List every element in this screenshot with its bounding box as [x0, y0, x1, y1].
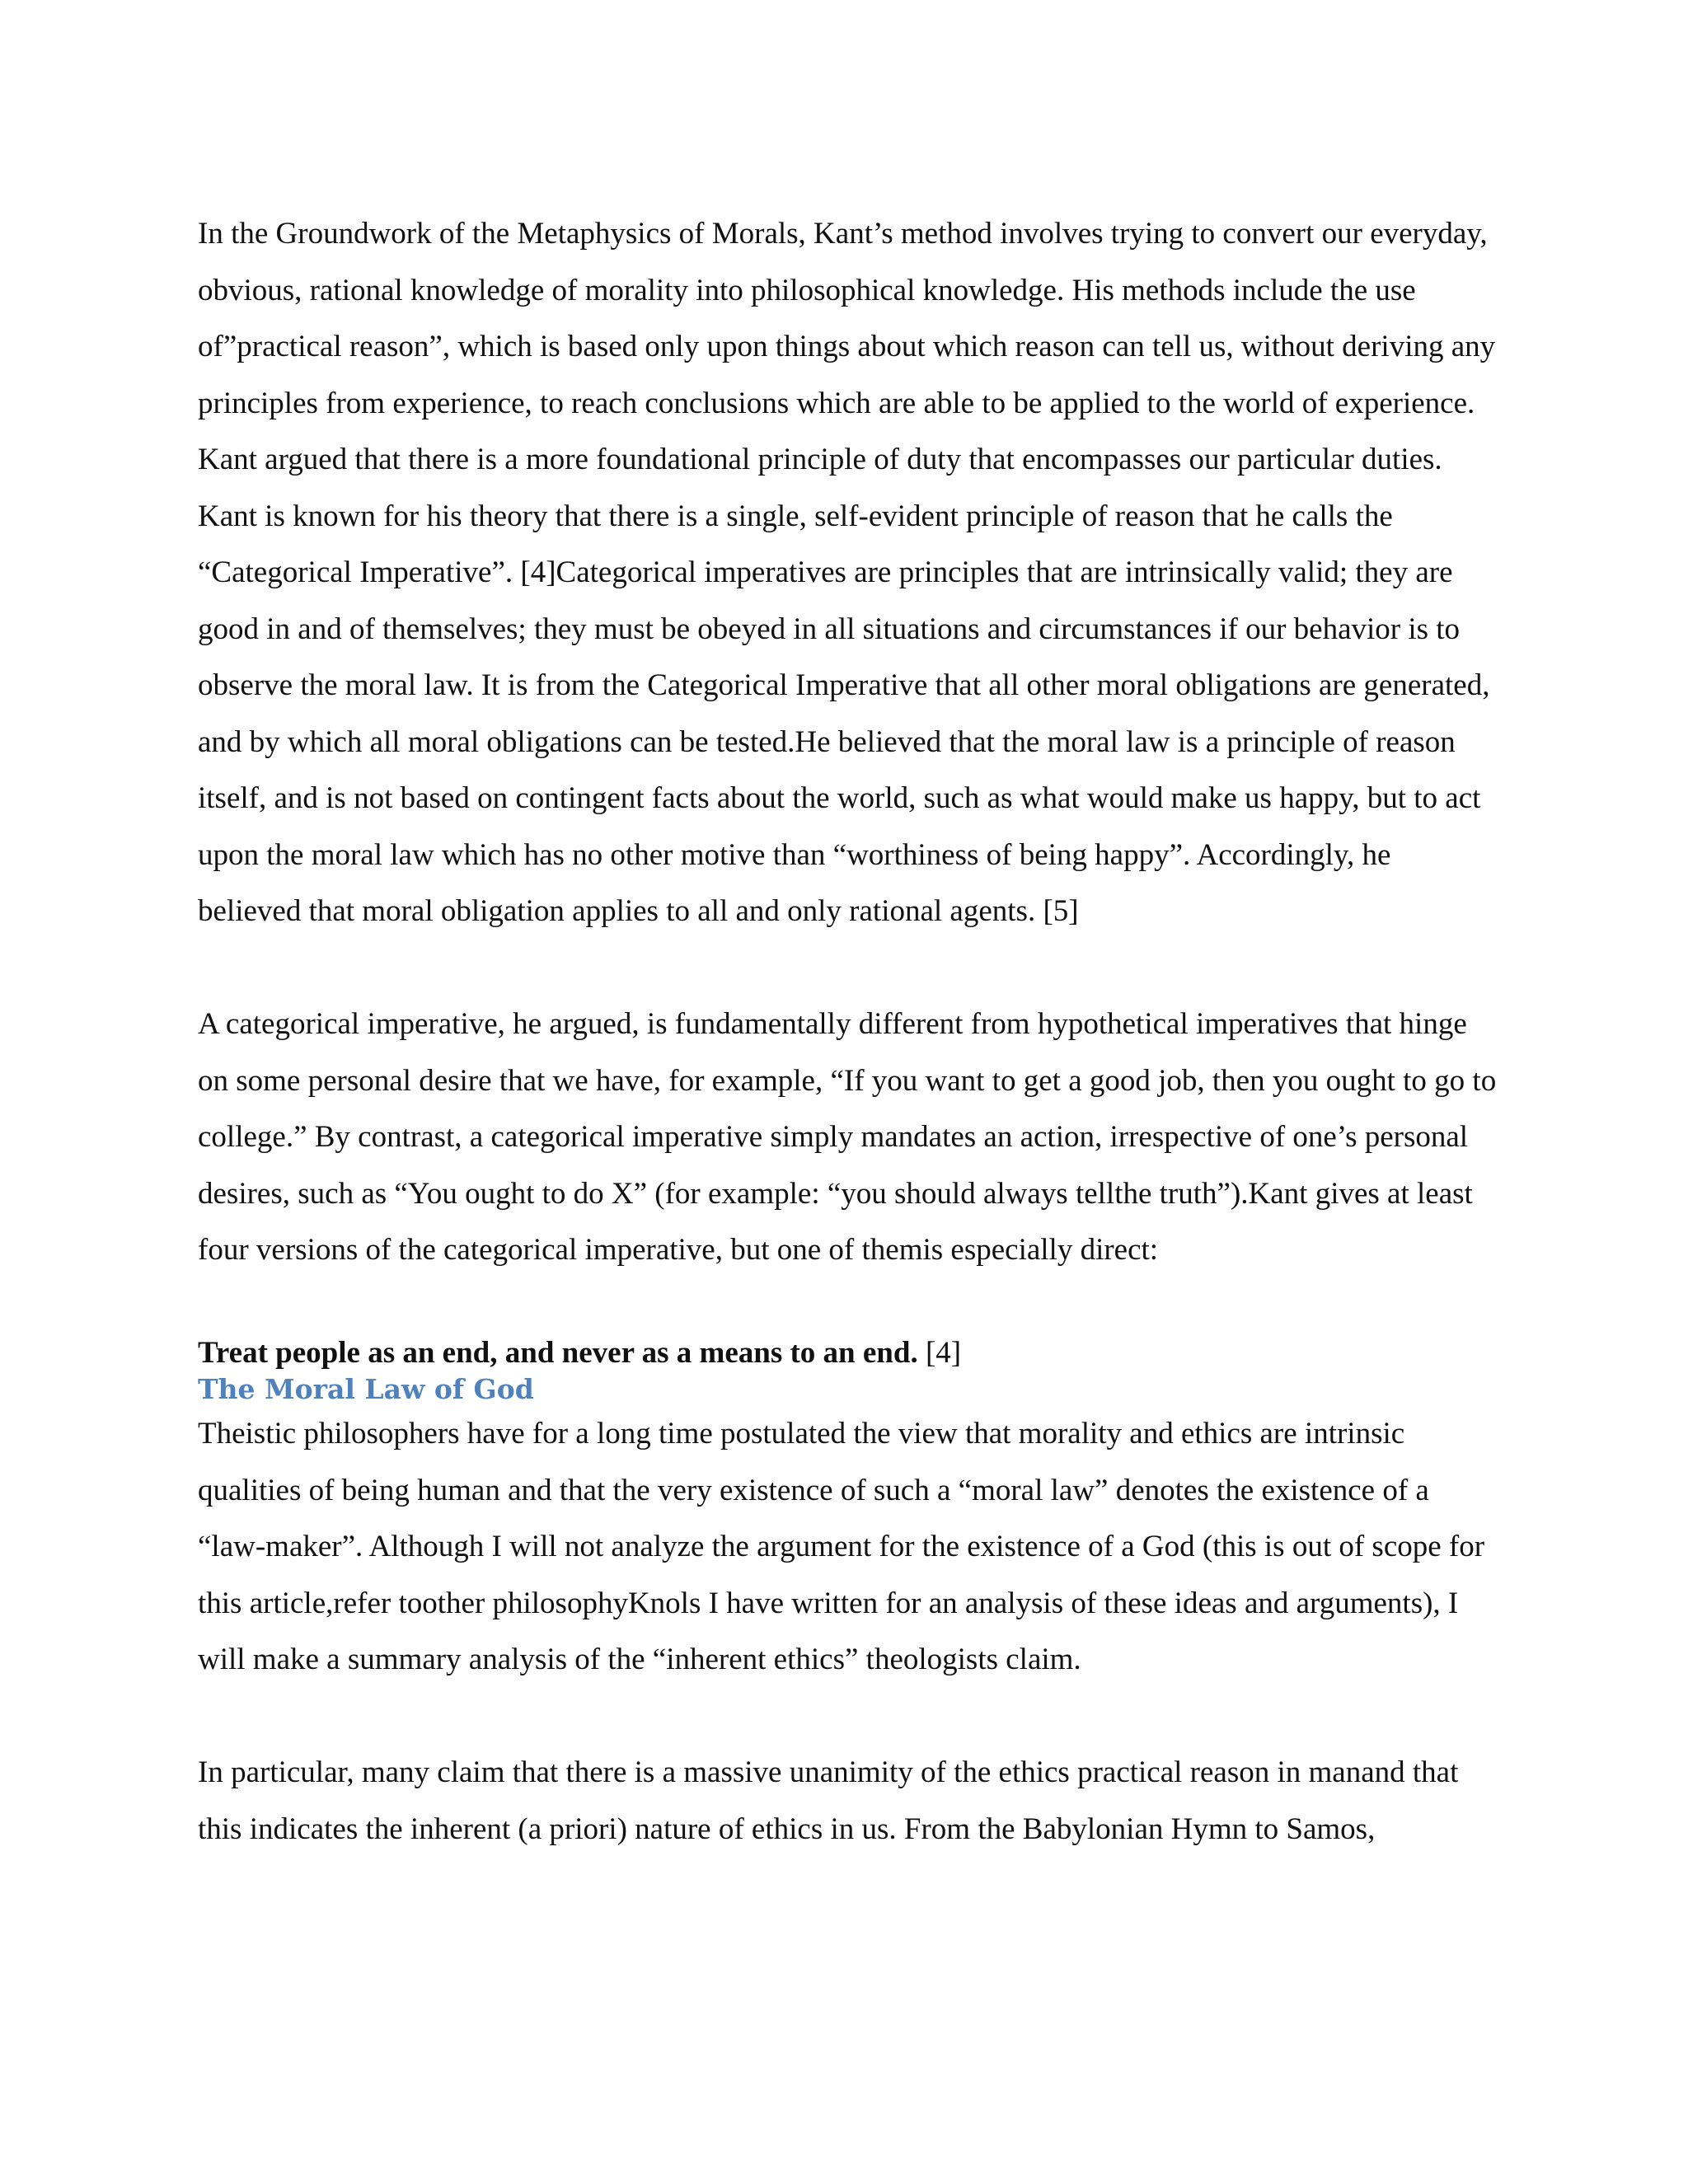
maxim-line [198, 1335, 1500, 1371]
paragraph-categorical-imperative: A categorical imperative, he argued, is fundamentally different from hypothetical imperatives that hinge on some personal desire that we have, for example, “If you want to get a good job, then you ought to go to college.” By contrast, a categorical imperative simply mandates an action, irrespective of one’s personal desires, such as “You ought to do X” (for example: “you should always tellthe truth”).Kant gives at least four versions of the categorical imperative, but one of themis especially direct: [198, 1007, 1497, 1267]
paragraph-kant-method: In the Groundwork of the Metaphysics of Morals, Kant’s method involves trying to convert our everyday, obvious, rational knowledge of morality into philosophical knowledge. His methods include the use of”practical reason”, which is based only upon things about which reason can tell us, without deriving any principles from experience, to reach conclusions which are able to be applied to the world of experience. Kant argued that there is a more foundational principle of duty that encompasses our particular duties. Kant is known for his theory that there is a single, self-evident principle of reason that he calls the “Categorical Imperative”. [4]Categorical imperatives are principles that are intrinsically valid; they are good in and of themselves; they must be obeyed in all situations and circumstances if our behavior is to observe the moral law. It is from the Categorical Imperative that all other moral obligations are generated, and by which all moral obligations can be tested.He believed that the moral law is a principle of reason itself, and is not based on contingent facts about the world, such as what would make us happy, but to act upon the moral law which has no other motive than “worthiness of being happy”. Accordingly, he believed that moral obligation applies to all and only rational agents. [5] [198, 217, 1496, 928]
paragraph-spacer [198, 1689, 1500, 1746]
paragraph-spacer [198, 1279, 1500, 1336]
maxim-reference: [4] [917, 1336, 962, 1370]
paragraph-unanimity-of-ethics: In particular, many claim that there is a massive unanimity of the ethics practical reason in manand that this indicates the inherent (a priori) nature of ethics in us. From the Babylonian Hymn to Samos, [198, 1755, 1459, 1846]
maxim-bold-text: Treat people as an end, and never as a means to an end. [198, 1336, 918, 1370]
section-heading-moral-law-of-god: The Moral Law of God [198, 1373, 534, 1405]
document-body [198, 206, 1500, 1858]
paragraph-spacer [198, 940, 1500, 997]
paragraph-theistic-philosophers: Theistic philosophers have for a long time postulated the view that morality and ethics are intrinsic qualities of being human and that the very existence of such a “moral law” denotes the existence of a “law-maker”. Although I will not analyze the argument for the existence of a God (this is out of scope for this article,refer toother philosophyKnols I have written for an analysis of these ideas and arguments), I will make a summary analysis of the “inherent ethics” theologists claim. [198, 1417, 1485, 1676]
